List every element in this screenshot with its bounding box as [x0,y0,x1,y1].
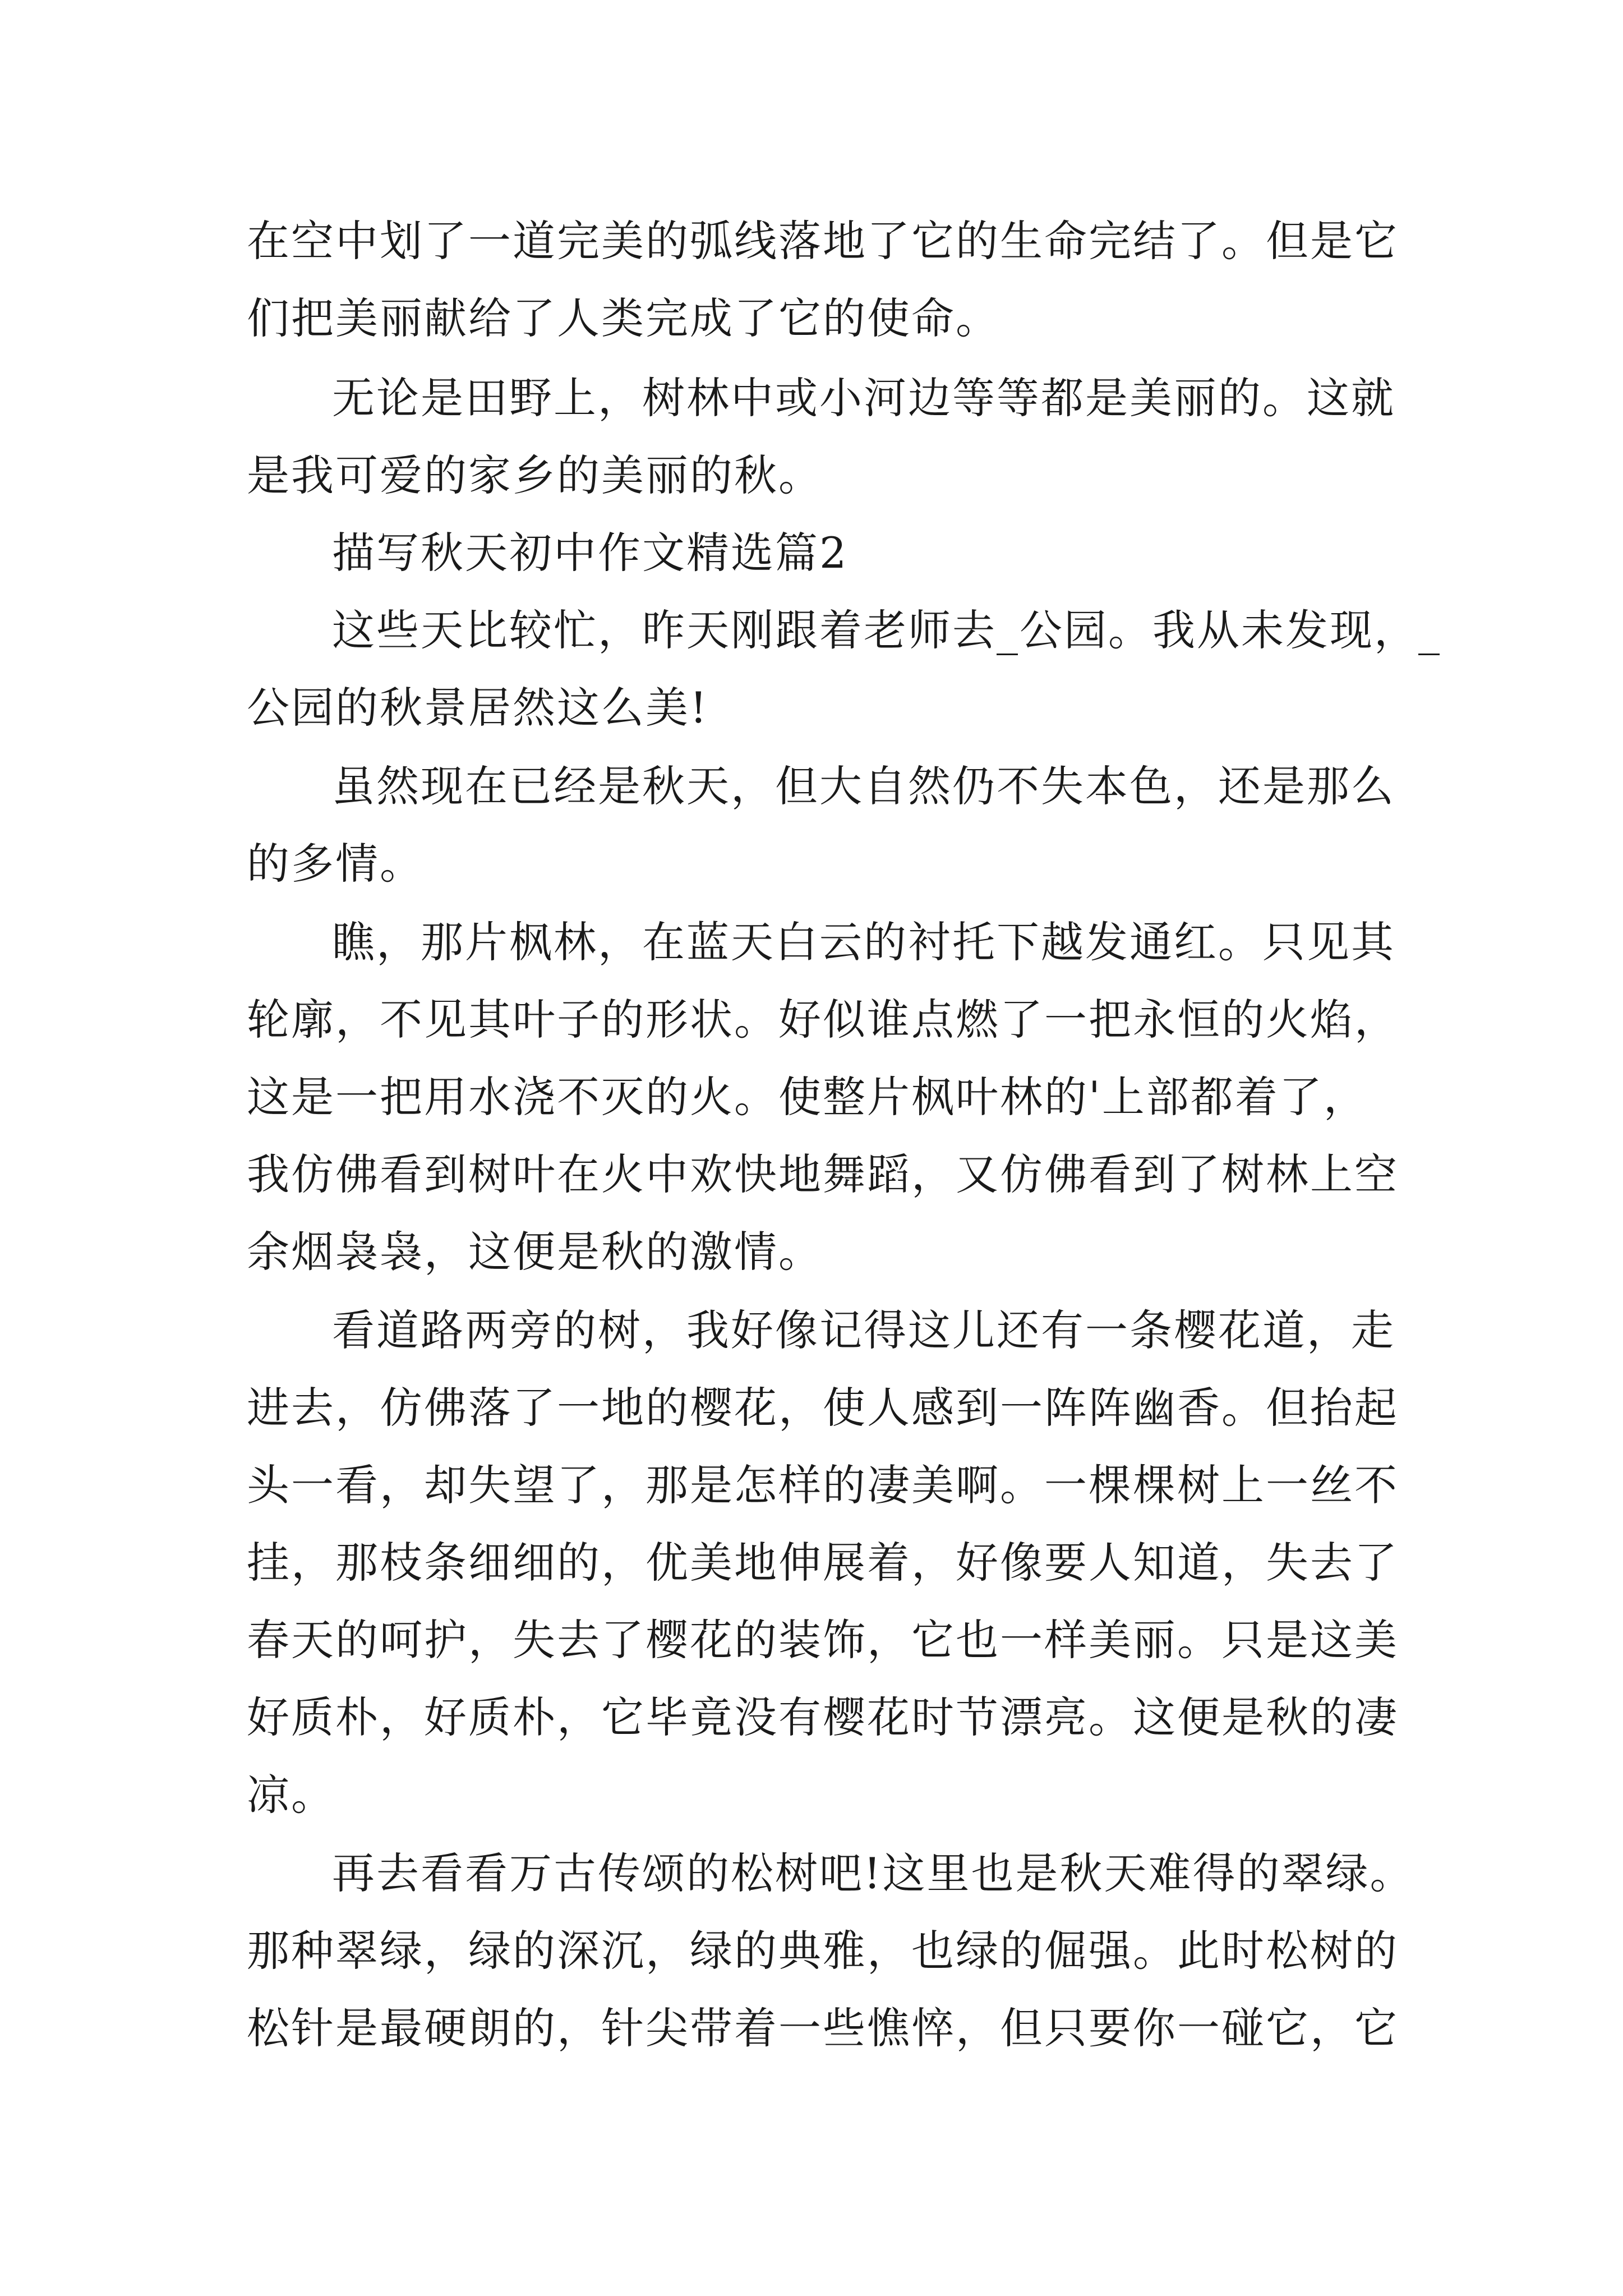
text-line: 是我可爱的家乡的美丽的秋。 [247,450,823,500]
text-line: 凉。 [247,1770,335,1820]
text-line: 瞧，那片枫林，在蓝天白云的衬托下越发通红。只见其 [332,917,1395,967]
text-line: 无论是田野上，树林中或小河边等等都是美丽的。这就 [332,373,1395,423]
text-line: 虽然现在已经是秋天，但大自然仍不失本色，还是那么 [332,761,1395,811]
text-line: 们把美丽献给了人类完成了它的使命。 [247,293,1000,343]
section-heading: 描写秋天初中作文精选篇2 [332,528,849,578]
text-line: 我仿佛看到树叶在火中欢快地舞蹈，又仿佛看到了树林上空 [247,1149,1399,1199]
text-line: 余烟袅袅，这便是秋的激情。 [247,1227,823,1277]
text-line: 好质朴，好质朴，它毕竟没有樱花时节漂亮。这便是秋的凄 [247,1692,1399,1742]
text-line: 春天的呵护，失去了樱花的装饰，它也一样美丽。只是这美 [247,1615,1399,1665]
text-line: 再去看看万古传颂的松树吧!这里也是秋天难得的翠绿。 [332,1848,1414,1898]
text-line: 挂，那枝条细细的，优美地伸展着，好像要人知道，失去了 [247,1538,1399,1588]
text-line: 的多情。 [247,839,424,889]
text-line: 看道路两旁的树，我好像记得这儿还有一条樱花道，走 [332,1305,1395,1355]
text-line: 这些天比较忙，昨天刚跟着老师去_公园。我从未发现，_ [332,605,1441,655]
text-line: 轮廓，不见其叶子的形状。好似谁点燃了一把永恒的火焰， [247,995,1399,1045]
text-line: 松针是最硬朗的，针尖带着一些憔悴，但只要你一碰它，它 [247,2003,1399,2053]
text-line: 进去，仿佛落了一地的樱花，使人感到一阵阵幽香。但抬起 [247,1383,1399,1433]
text-line: 那种翠绿，绿的深沉，绿的典雅，也绿的倔强。此时松树的 [247,1926,1399,1976]
text-line: 公园的秋景居然这么美! [247,683,709,733]
text-line: 头一看，却失望了，那是怎样的凄美啊。一棵棵树上一丝不 [247,1460,1399,1510]
text-line: 这是一把用水浇不灭的火。使整片枫叶林的'上部都着了， [247,1072,1368,1122]
text-line: 在空中划了一道完美的弧线落地了它的生命完结了。但是它 [247,216,1399,266]
